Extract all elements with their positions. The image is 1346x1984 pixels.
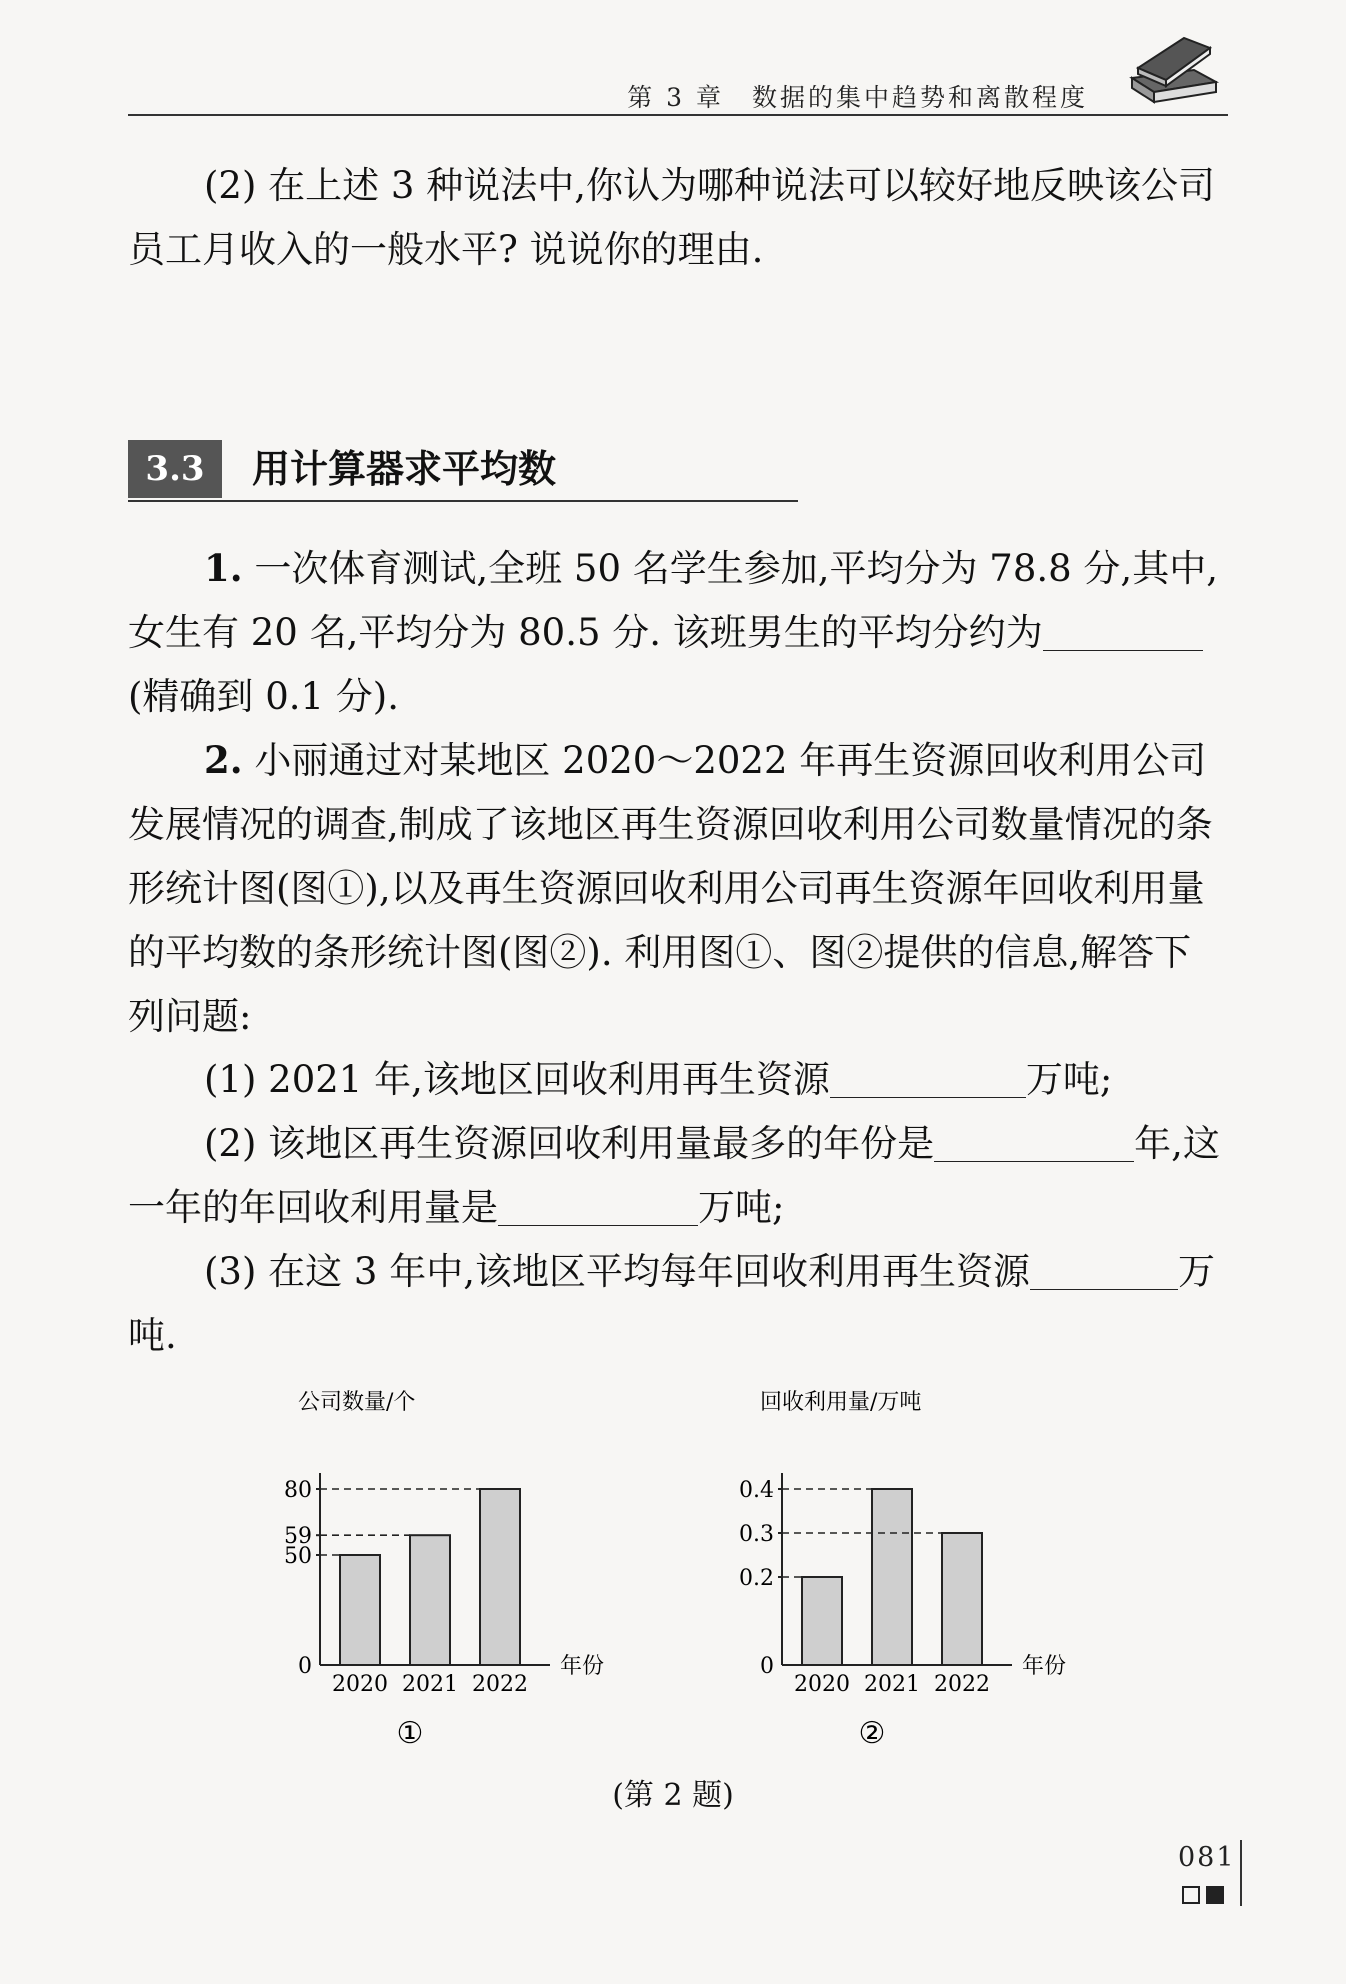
y-tick-label: 0 xyxy=(298,1654,312,1679)
subfigure-label: ② xyxy=(858,1716,886,1751)
answer-blank[interactable] xyxy=(934,1121,1134,1162)
y-axis-label: 公司数量/个 xyxy=(298,1390,416,1415)
chart-2-svg xyxy=(730,1385,1130,1765)
answer-blank[interactable] xyxy=(498,1185,698,1226)
bar-2022 xyxy=(480,1489,520,1665)
question-2-part-3 xyxy=(128,1240,1228,1368)
section-number: 3.3 xyxy=(128,440,222,498)
books-icon xyxy=(1124,30,1224,110)
question-2-number: 2. xyxy=(204,738,243,782)
y-tick-label: 0.2 xyxy=(739,1566,774,1591)
bar-2020 xyxy=(340,1555,380,1665)
footer-rule xyxy=(1240,1840,1242,1906)
subfigure-label: ① xyxy=(396,1716,424,1751)
y-tick-label: 0.4 xyxy=(739,1478,774,1503)
chart-2 xyxy=(730,1385,1130,1765)
y-axis-label: 回收利用量/万吨 xyxy=(760,1390,922,1415)
x-tick-label: 2022 xyxy=(934,1672,990,1697)
section-heading xyxy=(128,438,798,502)
x-axis-label: 年份 xyxy=(560,1654,605,1679)
part-1-unit: 万吨; xyxy=(1025,1058,1113,1101)
bar-2022 xyxy=(942,1533,982,1665)
part-2-text: (2) 该地区再生资源回收利用量最多的年份是 xyxy=(204,1122,935,1165)
x-tick-label: 2020 xyxy=(794,1672,850,1697)
part-3-text: (3) 在这 3 年中,该地区平均每年回收利用再生资源 xyxy=(204,1250,1030,1293)
bar-2021 xyxy=(872,1489,912,1665)
y-tick-label: 59 xyxy=(284,1524,312,1550)
y-tick-label: 0 xyxy=(760,1654,774,1679)
intro-paragraph: (2) 在上述 3 种说法中,你认为哪种说法可以较好地反映该公司员工月收入的一般水平? 说说你的理由. xyxy=(128,164,1215,271)
question-1-text: 一次体育测试,全班 50 名学生参加,平均分为 78.8 分,其中,女生有 20 名,平均分为 80.5 分. 该班男生的平均分约为 xyxy=(128,547,1218,654)
question-2-part-1 xyxy=(128,1048,1228,1112)
running-header xyxy=(128,70,1228,116)
part-2-unit: 万吨; xyxy=(698,1186,785,1229)
question-1 xyxy=(128,536,1228,729)
question-2-part-2 xyxy=(128,1112,1228,1240)
chart-1-svg xyxy=(268,1385,668,1765)
question-2-text: 小丽通过对某地区 2020～2022 年再生资源回收利用公司发展情况的调查,制成了该地区再生资源回收利用公司数量情况的条形统计图(图①),以及再生资源回收利用公司再生资源年回收利用量的平均数的条形统计图(图②). 利用图①、图②提供的信息,解答下列问题: xyxy=(128,739,1213,1038)
answer-blank[interactable] xyxy=(1043,610,1203,651)
part-1-text: (1) 2021 年,该地区回收利用再生资源 xyxy=(204,1058,830,1101)
part-2-text-b: 年,这一年的年回收利用量是 xyxy=(128,1122,1220,1229)
x-tick-label: 2020 xyxy=(332,1672,388,1697)
x-axis-label: 年份 xyxy=(1022,1654,1067,1679)
x-tick-label: 2022 xyxy=(472,1672,528,1697)
question-2 xyxy=(128,728,1228,1049)
y-tick-label: 0.3 xyxy=(739,1522,774,1547)
figure-caption: (第 2 题) xyxy=(612,1778,734,1813)
chapter-title: 第 3 章 数据的集中趋势和离散程度 xyxy=(627,83,1088,112)
empty-square-icon xyxy=(1182,1886,1200,1904)
chart-1 xyxy=(268,1385,668,1765)
x-tick-label: 2021 xyxy=(402,1672,458,1697)
bar-2021 xyxy=(410,1535,450,1665)
y-tick-label: 80 xyxy=(284,1478,312,1503)
x-tick-label: 2021 xyxy=(864,1672,920,1697)
section-title: 用计算器求平均数 xyxy=(252,446,557,491)
y-tick-label: 50 xyxy=(284,1544,312,1569)
answer-blank[interactable] xyxy=(1030,1249,1178,1290)
bar-2020 xyxy=(802,1577,842,1665)
page-number: 081 xyxy=(1178,1842,1236,1873)
answer-blank[interactable] xyxy=(830,1057,1026,1098)
question-1-number: 1. xyxy=(204,546,243,590)
question-1-precision: (精确到 0.1 分). xyxy=(128,675,399,718)
filled-square-icon xyxy=(1206,1886,1224,1904)
part-3-unit: 万吨. xyxy=(128,1250,1215,1357)
